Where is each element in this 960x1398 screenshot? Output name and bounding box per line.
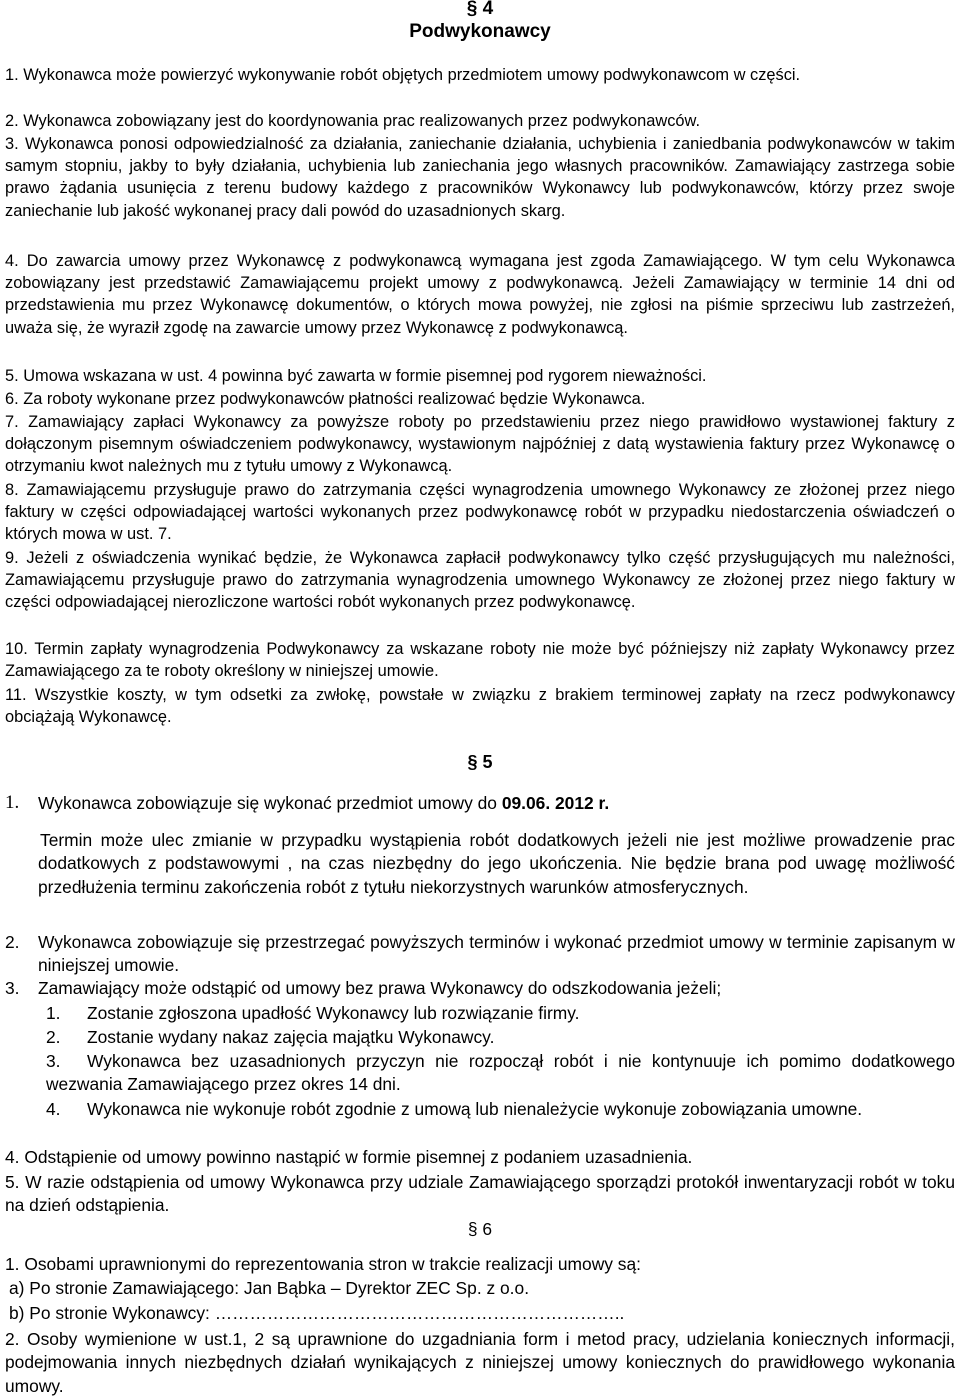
s4-paragraph-5: 5. Umowa wskazana w ust. 4 powinna być zawarta w formie pisemnej pod rygorem nieważności.	[5, 367, 707, 385]
s5-item-4: 4. Odstąpienie od umowy powinno nastąpić w formie pisemnej z podaniem uzasadnienia.	[5, 1147, 693, 1167]
s5-item-3: Zamawiający może odstąpić od umowy bez prawa Wykonawcy do odszkodowania jeżeli;	[38, 978, 722, 998]
s4-paragraph-10: 10. Termin zapłaty wynagrodzenia Podwykonawcy za wskazane roboty nie może być późniejszy niż zapłaty Wykonawcy przez Zamawiającego za te roboty określony w niniejszej umowie.	[5, 640, 955, 681]
s5-item-1-number: 1.	[5, 792, 20, 813]
s6-item-b: b) Po stronie Wykonawcy: ……………………………………………………………..	[9, 1303, 625, 1323]
section-5-mark: § 5	[467, 752, 493, 772]
s5-sub-3-number: 3.	[46, 1051, 61, 1071]
s5-item-3-number: 3.	[5, 978, 20, 998]
s5-sub-1: Zostanie zgłoszona upadłość Wykonawcy lub rozwiązanie firmy.	[87, 1003, 580, 1023]
s5-sub-4: Wykonawca nie wykonuje robót zgodnie z umową lub nienależycie wykonuje zobowiązania umowne.	[87, 1099, 863, 1119]
s5-sub-4-number: 4.	[46, 1099, 61, 1119]
s4-paragraph-1: 1. Wykonawca może powierzyć wykonywanie robót objętych przedmiotem umowy podwykonawcom w części.	[5, 66, 801, 84]
s4-paragraph-2: 2. Wykonawca zobowiązany jest do koordynowania prac realizowanych przez podwykonawców.	[5, 112, 700, 130]
s4-paragraph-9: 9. Jeżeli z oświadczenia wynikać będzie, że Wykonawca zapłacił podwykonawcy tylko część przysługujących mu należności, Zamawiającemu przysługuje prawo do zatrzymania wynagrodzenia umownego Wykonawcy ze złożonej przez niego faktury w części odpowiadającej nierozliczone wartości robót wykonanych przez podwykonawcę.	[5, 549, 955, 612]
s4-paragraph-11: 11. Wszystkie koszty, w tym odsetki za zwłokę, powstałe w związku z brakiem terminowej zapłaty na rzecz podwykonawcy obciążają Wykonawcę.	[5, 686, 955, 727]
s4-paragraph-6: 6. Za roboty wykonane przez podwykonawców płatności realizować będzie Wykonawca.	[5, 390, 646, 408]
s5-sub-3: Wykonawca bez uzasadnionych przyczyn nie rozpoczął robót i nie kontynuuje ich pomimo dodatkowego wezwania Zamawiającego przez okres 14 dni.	[46, 1051, 955, 1095]
s5-item-1	[38, 792, 955, 815]
s4-paragraph-3: 3. Wykonawca ponosi odpowiedzialność za działania, zaniechanie działania, uchybienia i zaniedbania podwykonawców w takim samym stopniu, jakby to były działania, uchybienia lub zaniechania jego własnych pracowników. Zamawiający zastrzega sobie prawo żądania usunięcia z terenu budowy każdego z pracowników Wykonawcy lub podwykonawców, którzy przez swoje zaniechanie lub jakość wykonanej pracy dali powód do uzasadnionych skarg.	[5, 135, 955, 220]
s6-item-2: 2. Osoby wymienione w ust.1, 2 są uprawnione do uzgadniania form i metod pracy, udzielania koniecznych informacji, podejmowania innych niezbędnych działań wynikających z niniejszej umowy koniecznych do prawidłowego wykonania umowy.	[5, 1329, 955, 1396]
section-4-title: Podwykonawcy	[409, 21, 551, 42]
s5-item-2-number: 2.	[5, 932, 20, 952]
section-4-mark: § 4	[466, 0, 494, 19]
s6-item-a: a) Po stronie Zamawiającego: Jan Bąbka – Dyrektor ZEC Sp. z o.o.	[9, 1278, 530, 1298]
section-6-mark: § 6	[467, 1219, 493, 1239]
s5-sub-2: Zostanie wydany nakaz zajęcia majątku Wykonawcy.	[87, 1027, 495, 1047]
s5-item-1-note: Termin może ulec zmianie w przypadku wystąpienia robót dodatkowych jeżeli nie jest możliwe prowadzenie prac dodatkowych z podstawowymi , na czas niezbędny do jego ukończenia. Nie będzie brana pod uwagę możliwość przedłużenia terminu zakończenia robót z tytułu niekorzystnych warunków atmosferycznych.	[38, 830, 955, 897]
s5-completion-date: 09.06. 2012 r.	[501, 793, 610, 813]
s4-paragraph-4: 4. Do zawarcia umowy przez Wykonawcę z podwykonawcą wymagana jest zgoda Zamawiającego. W tym celu Wykonawca zobowiązany jest przedstawić Zamawiającemu projekt umowy z podwykonawcą. Jeżeli Zamawiający w terminie 14 dni od przedstawienia mu przez Wykonawcę dokumentów, o których mowa powyżej, nie zgłosi na piśmie sprzeciwu lub zastrzeżeń, uważa się, że wyraził zgodę na zawarcie umowy przez Wykonawcę z podwykonawcą.	[5, 252, 955, 337]
s5-item-2: Wykonawca zobowiązuje się przestrzegać powyższych terminów i wykonać przedmiot umowy w terminie zapisanym w niniejszej umowie.	[38, 932, 955, 976]
s4-paragraph-8: 8. Zamawiającemu przysługuje prawo do zatrzymania części wynagrodzenia umownego Wykonawcy ze złożonej przez niego faktury w części odpowiadającej wartości wykonanych przez podwykonawcę robót w przypadku niedostarczenia oświadczeń o których mowa w ust. 7.	[5, 481, 955, 544]
s5-item-5: 5. W razie odstąpienia od umowy Wykonawca przy udziale Zamawiającego sporządzi protokół inwentaryzacji robót w toku na dzień odstąpienia.	[5, 1172, 955, 1216]
s4-paragraph-7: 7. Zamawiający zapłaci Wykonawcy za powyższe roboty po przedstawieniu przez niego prawidłowo wystawionej faktury z dołączonym pisemnym oświadczeniem podwykonawcy, wystawionym najpóźniej z datą wystawienia faktury przez Wykonawcę o otrzymaniu kwot należnych mu z tytułu umowy z Wykonawcą.	[5, 413, 955, 476]
s5-item-1-text: Wykonawca zobowiązuje się wykonać przedmiot umowy do	[38, 793, 502, 813]
s5-sub-2-number: 2.	[46, 1027, 61, 1047]
s5-sub-1-number: 1.	[46, 1003, 61, 1023]
s6-item-1: 1. Osobami uprawnionymi do reprezentowania stron w trakcie realizacji umowy są:	[5, 1254, 641, 1274]
